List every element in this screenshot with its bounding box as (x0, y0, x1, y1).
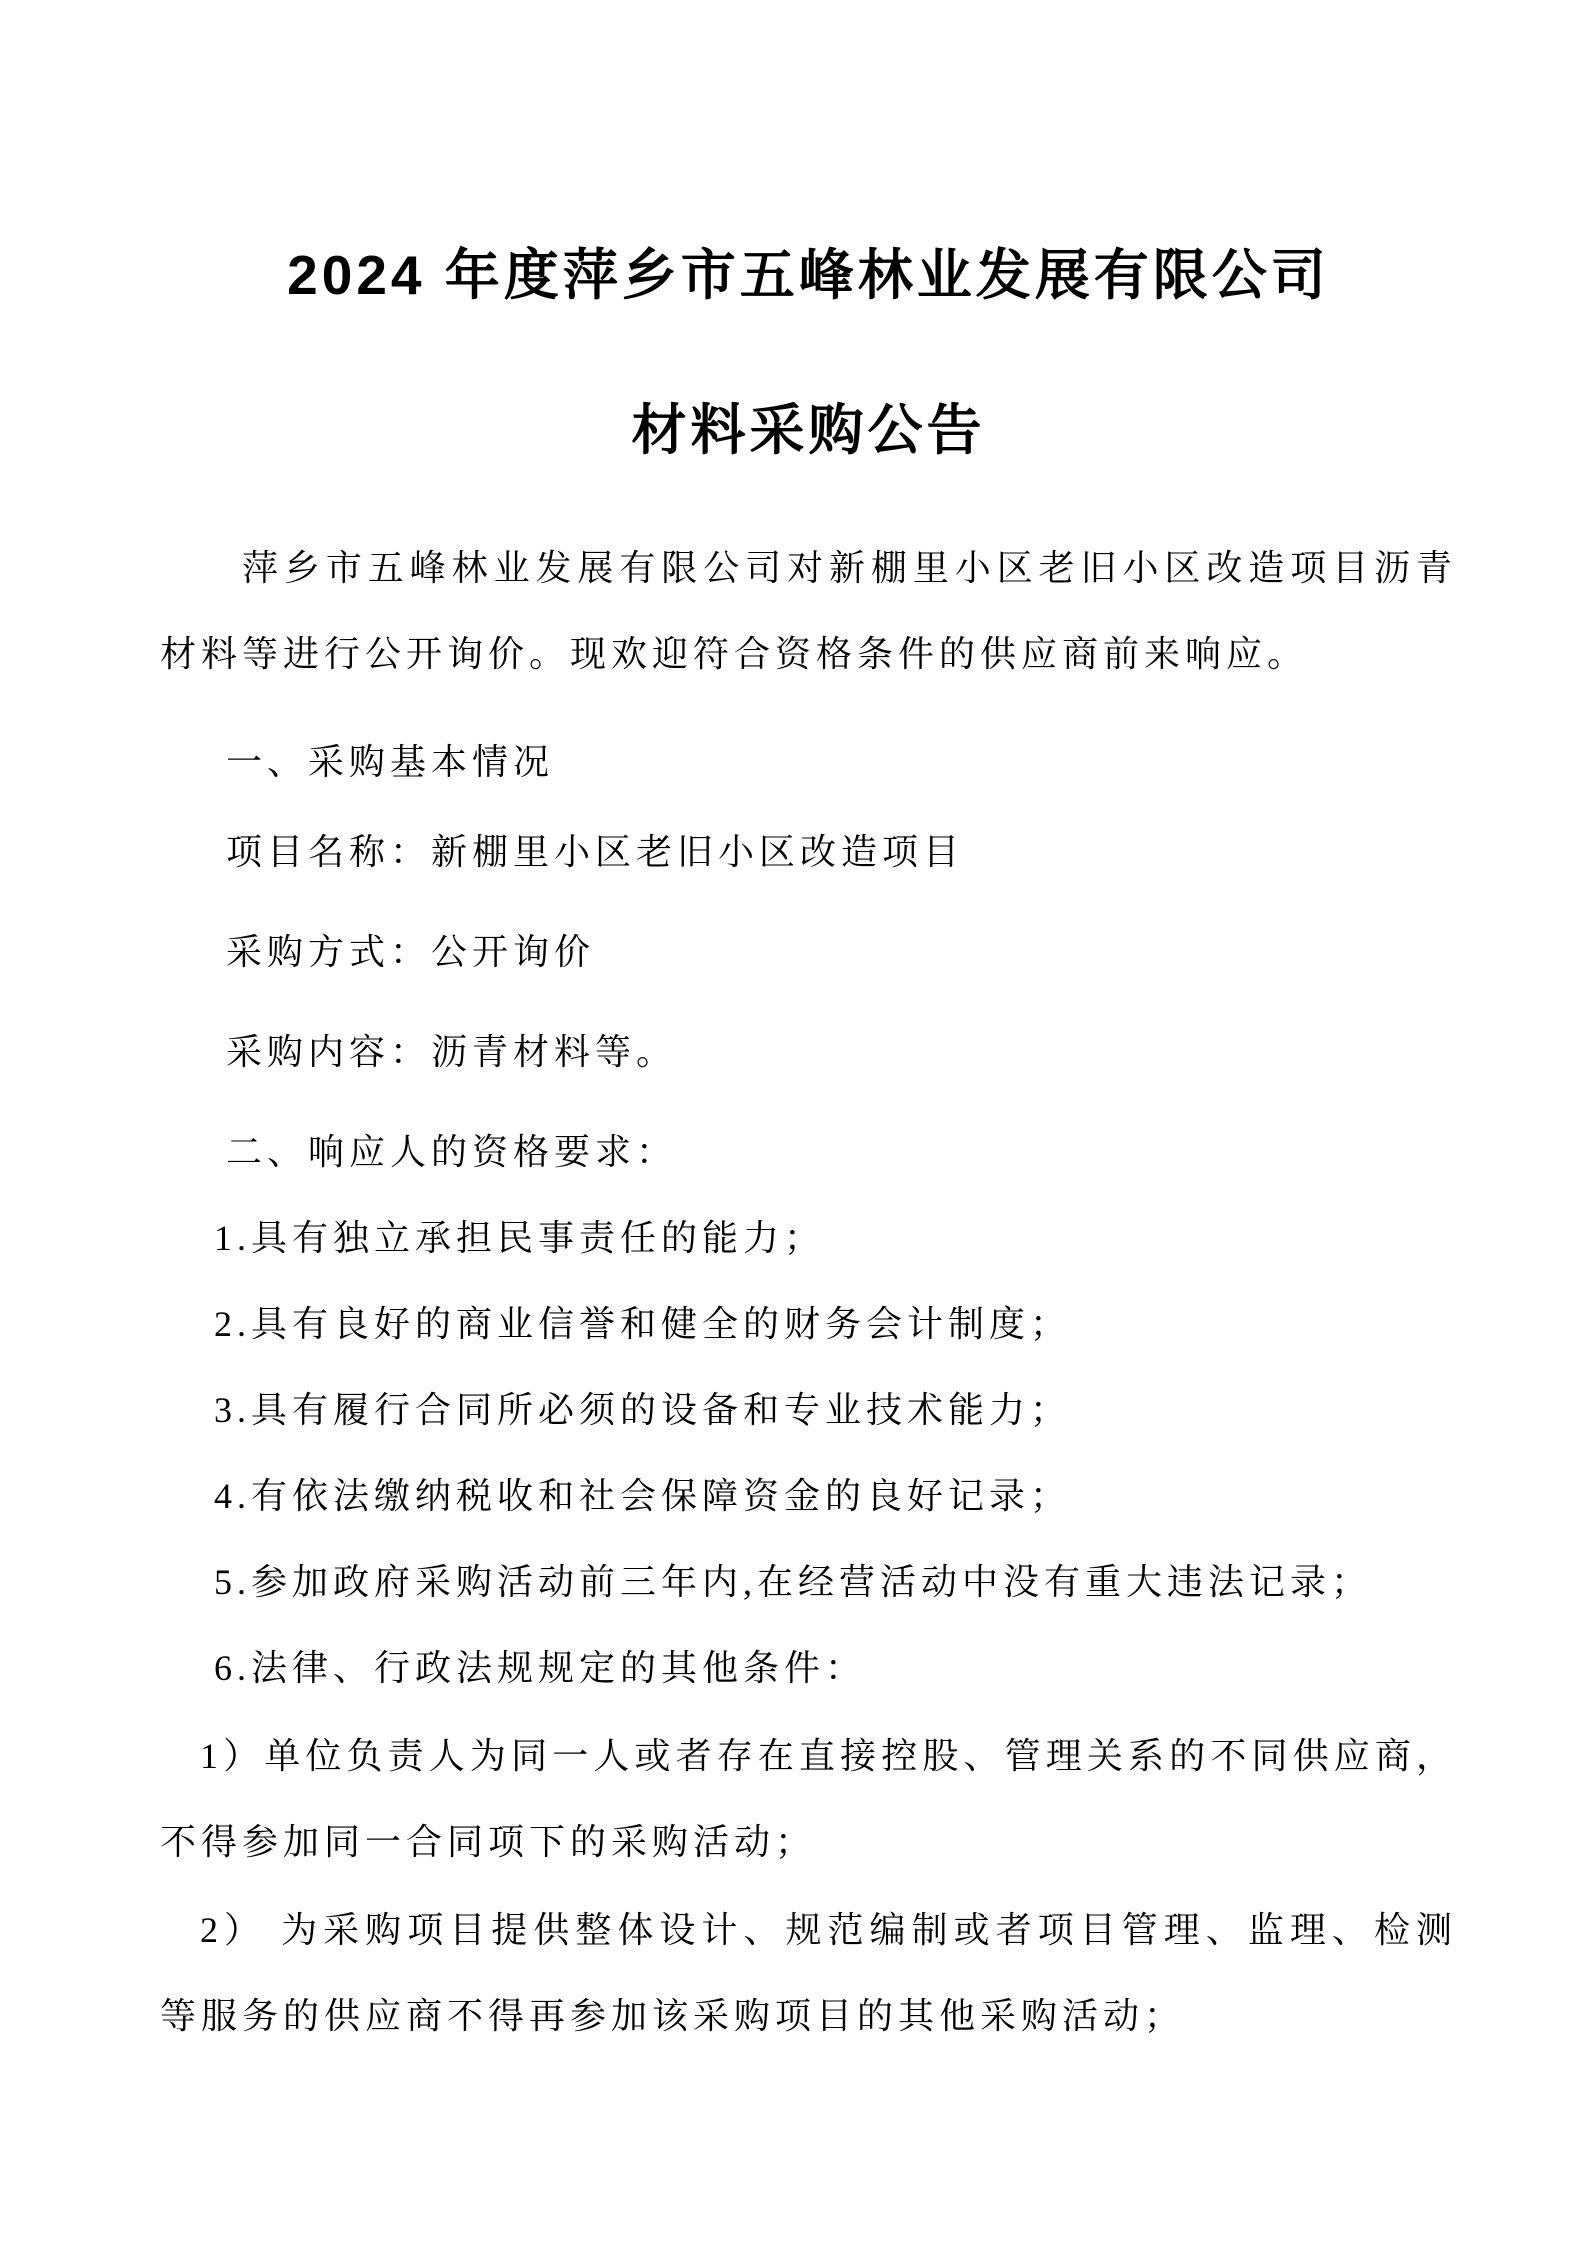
requirement-item-1: 1.具有独立承担民事责任的能力； (214, 1218, 826, 1258)
document-title-line2: 材料采购公告 (631, 399, 986, 461)
purchase-method-line: 采购方式：公开询价 (226, 932, 596, 972)
requirement-item-6: 6.法律、行政法规规定的其他条件： (214, 1648, 867, 1688)
sub-condition-1: 1）单位负责人为同一人或者存在直接控股、管理关系的不同供应商，不得参加同一合同项下的采购活动； (160, 1736, 1457, 1862)
section1-heading: 一、采购基本情况 (226, 742, 555, 782)
intro-paragraph: 萍乡市五峰林业发展有限公司对新棚里小区老旧小区改造项目沥青材料等进行公开询价。现欢迎符合资格条件的供应商前来响应。 (160, 548, 1457, 674)
section2-heading: 二、响应人的资格要求： (226, 1132, 678, 1172)
requirement-item-4: 4.有依法缴纳税收和社会保障资金的良好记录； (214, 1476, 1072, 1516)
purchase-content-line: 采购内容：沥青材料等。 (226, 1032, 678, 1072)
document-title-line1: 2024 年度萍乡市五峰林业发展有限公司 (287, 244, 1330, 306)
requirement-item-5: 5.参加政府采购活动前三年内,在经营活动中没有重大违法记录； (214, 1562, 1373, 1602)
project-name-line: 项目名称：新棚里小区老旧小区改造项目 (226, 832, 965, 872)
requirement-item-2: 2.具有良好的商业信誉和健全的财务会计制度； (214, 1304, 1072, 1344)
requirement-item-3: 3.具有履行合同所必须的设备和专业技术能力； (214, 1390, 1072, 1430)
sub-condition-2: 2） 为采购项目提供整体设计、规范编制或者项目管理、监理、检测等服务的供应商不得再参加该采购项目的其他采购活动； (160, 1910, 1457, 2036)
